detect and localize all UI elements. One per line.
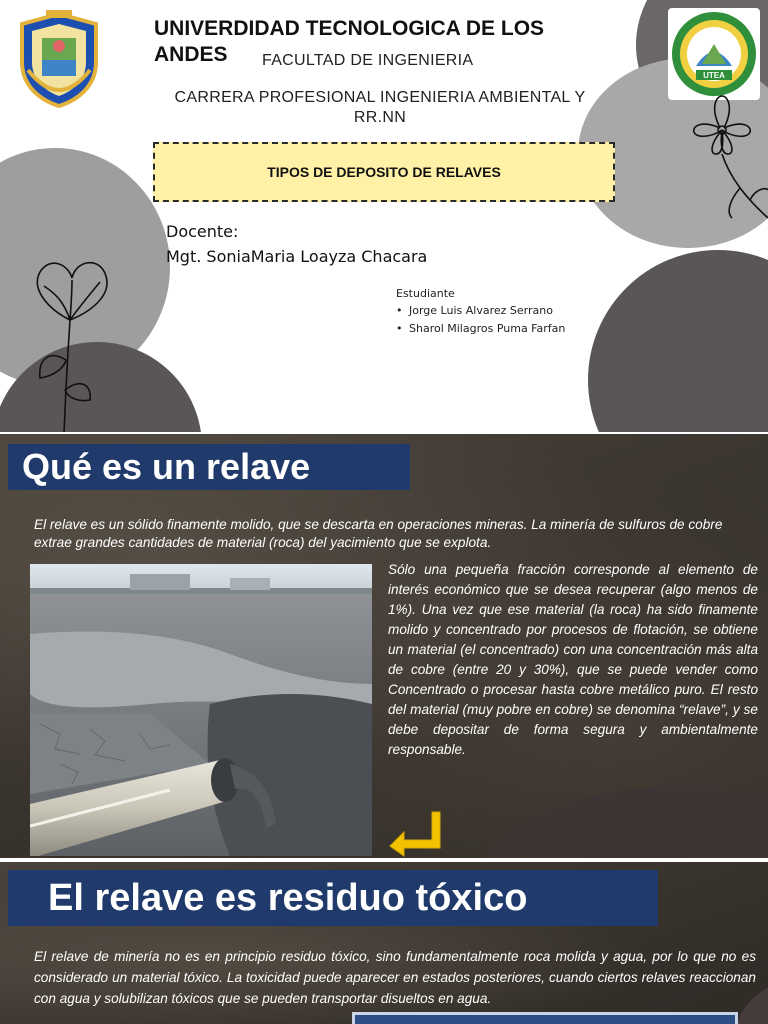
decorative-circle	[470, 786, 768, 858]
turn-arrow-icon	[386, 806, 456, 858]
career-name: CARRERA PROFESIONAL INGENIERIA AMBIENTAL Y RR.NN	[174, 89, 586, 126]
toxic-waste-slide	[0, 862, 768, 1024]
decorative-circle	[588, 250, 768, 432]
slide-heading: El relave es residuo tóxico	[8, 870, 658, 926]
flower-line-art-icon	[680, 88, 768, 248]
utea-logo-text: UTEA	[703, 71, 725, 80]
students-label: Estudiante	[396, 287, 455, 300]
body-paragraph: El relave de minería no es en principio residuo tóxico, sino fundamentalmente roca molida y agua, por lo que no es considerado un material tóxico. La toxicidad puede aparecer en estados posteriores, cuando ciertos relaves reaccionan con agua y solubilizan tóxicos que se pueden transportar disueltos en agua.	[34, 949, 756, 1006]
docente-label: Docente:	[166, 222, 239, 241]
tailings-pipe-photo	[30, 564, 372, 856]
what-is-tailing-slide	[0, 434, 768, 858]
body-paragraph: Sólo una pequeña fracción corresponde al elemento de interés económico que se desea recuperar (algo menos de 1%). Una vez que ese material (la roca) ha sido finamente molido y concentrado por procesos de flotación, se obtiene un material (el concentrado) con una concentración más alta de cobre (entre 20 y 30%), que se puede vender como Concentrado o procesar hasta cobre metálico puro. El resto del material (muy pobre en cobre) se denomina “relave”, y se debe depositar de forma segura y ambientalmente responsable.	[388, 562, 758, 757]
topic-title: TIPOS DE DEPOSITO DE RELAVES	[267, 164, 501, 180]
content-box	[352, 1012, 738, 1024]
intro-paragraph: El relave es un sólido finamente molido, que se descarta en operaciones mineras. La minería de sulfuros de cobre extrae grandes cantidades de material (roca) del yacimiento que se explota.	[34, 517, 723, 550]
utea-emblem-icon	[668, 8, 760, 100]
student-item: • Jorge Luis Alvarez Serrano	[396, 302, 565, 320]
cover-slide	[0, 0, 768, 432]
docente-name: Mgt. SoniaMaria Loayza Chacara	[166, 247, 428, 266]
student-item: • Sharol Milagros Puma Farfan	[396, 320, 565, 338]
flower-line-art-icon	[20, 250, 120, 432]
slide-heading: Qué es un relave	[8, 444, 410, 490]
students-list	[396, 302, 565, 338]
faculty-name: FACULTAD DE INGENIERIA	[262, 52, 474, 69]
topic-title-box	[153, 142, 615, 202]
university-title: UNIVERDIDAD TECNOLOGICA DE LOS ANDES	[154, 17, 545, 66]
university-crest-logo	[16, 10, 102, 108]
utea-logo	[668, 8, 760, 100]
